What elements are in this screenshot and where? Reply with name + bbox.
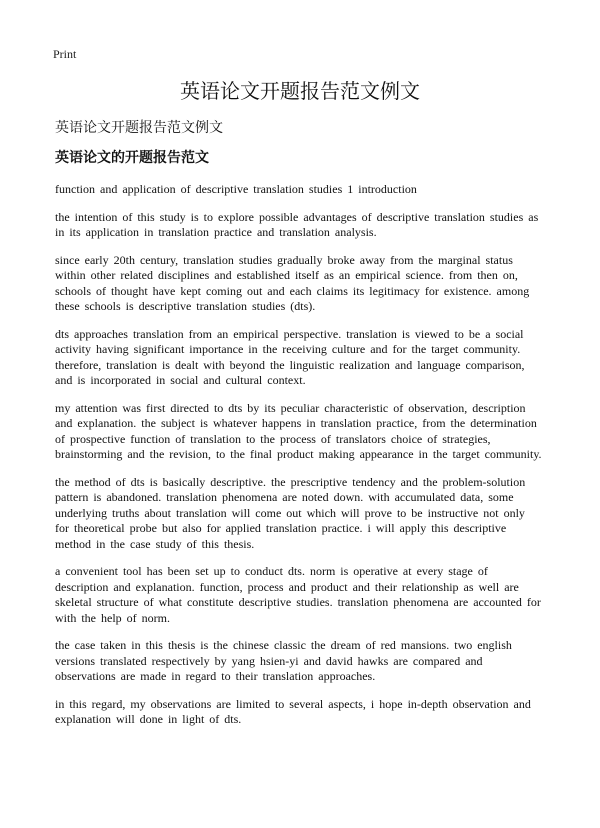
body-text	[55, 182, 543, 740]
paragraph-method: the method of dts is basically descriptive. the prescriptive tendency and the problem-solution pattern is abandoned. translation phenomena are noted down. with accumulated data, some underlying truths about translation will come out which will prove to be instructive not only for theoretical probe but also for applied translation practice. i will apply this descriptive method in the case study of this thesis.	[55, 474, 526, 551]
document-title: 英语论文开题报告范文例文	[180, 79, 420, 103]
paragraph-intention: the intention of this study is to explore possible advantages of descriptive translation studies as in its application in translation practice and translation analysis.	[55, 209, 539, 239]
paragraph-attention: my attention was first directed to dts by its peculiar characteristic of observation, description and explanation. the subject is whatever happens in translation practice, from the determination of prospective function of translation to the process of translators choice of strategies, brainstorming and the revision, to the final product making appearance in the target community.	[55, 400, 542, 461]
section-heading: 英语论文的开题报告范文	[55, 150, 209, 166]
print-link[interactable]: Print	[53, 47, 77, 61]
paragraph-approach: dts approaches translation from an empirical perspective. translation is viewed to be a social activity having significant importance in the receiving culture and for the target community. therefore, translation is dealt with beyond the linguistic realization and language comparison, and is incorporated in social and cultural context.	[55, 326, 525, 387]
paragraph-intro-heading: function and application of descriptive translation studies 1 introduction	[55, 182, 417, 196]
paragraph-regard: in this regard, my observations are limited to several aspects, i hope in-depth observation and explanation will done in light of dts.	[55, 696, 531, 726]
document-subtitle: 英语论文开题报告范文例文	[55, 120, 223, 136]
paragraph-case: the case taken in this thesis is the chinese classic the dream of red mansions. two english versions translated respectively by yang hsien-yi and david hawks are compared and observations are made in regard to their translation approaches.	[55, 638, 512, 683]
paragraph-history: since early 20th century, translation studies gradually broke away from the marginal status within other related disciplines and established itself as an empirical science. from then on, schools of thought have kept coming out and each claims its legitimacy for existence. among these schools is descriptive translation studies (dts).	[55, 252, 530, 313]
paragraph-tool: a convenient tool has been set up to conduct dts. norm is operative at every stage of description and explanation. function, process and product and their relationship as well are skeletal structure of what constitute descriptive studies. translation phenomena are accounted for with the help of norm.	[55, 564, 541, 625]
